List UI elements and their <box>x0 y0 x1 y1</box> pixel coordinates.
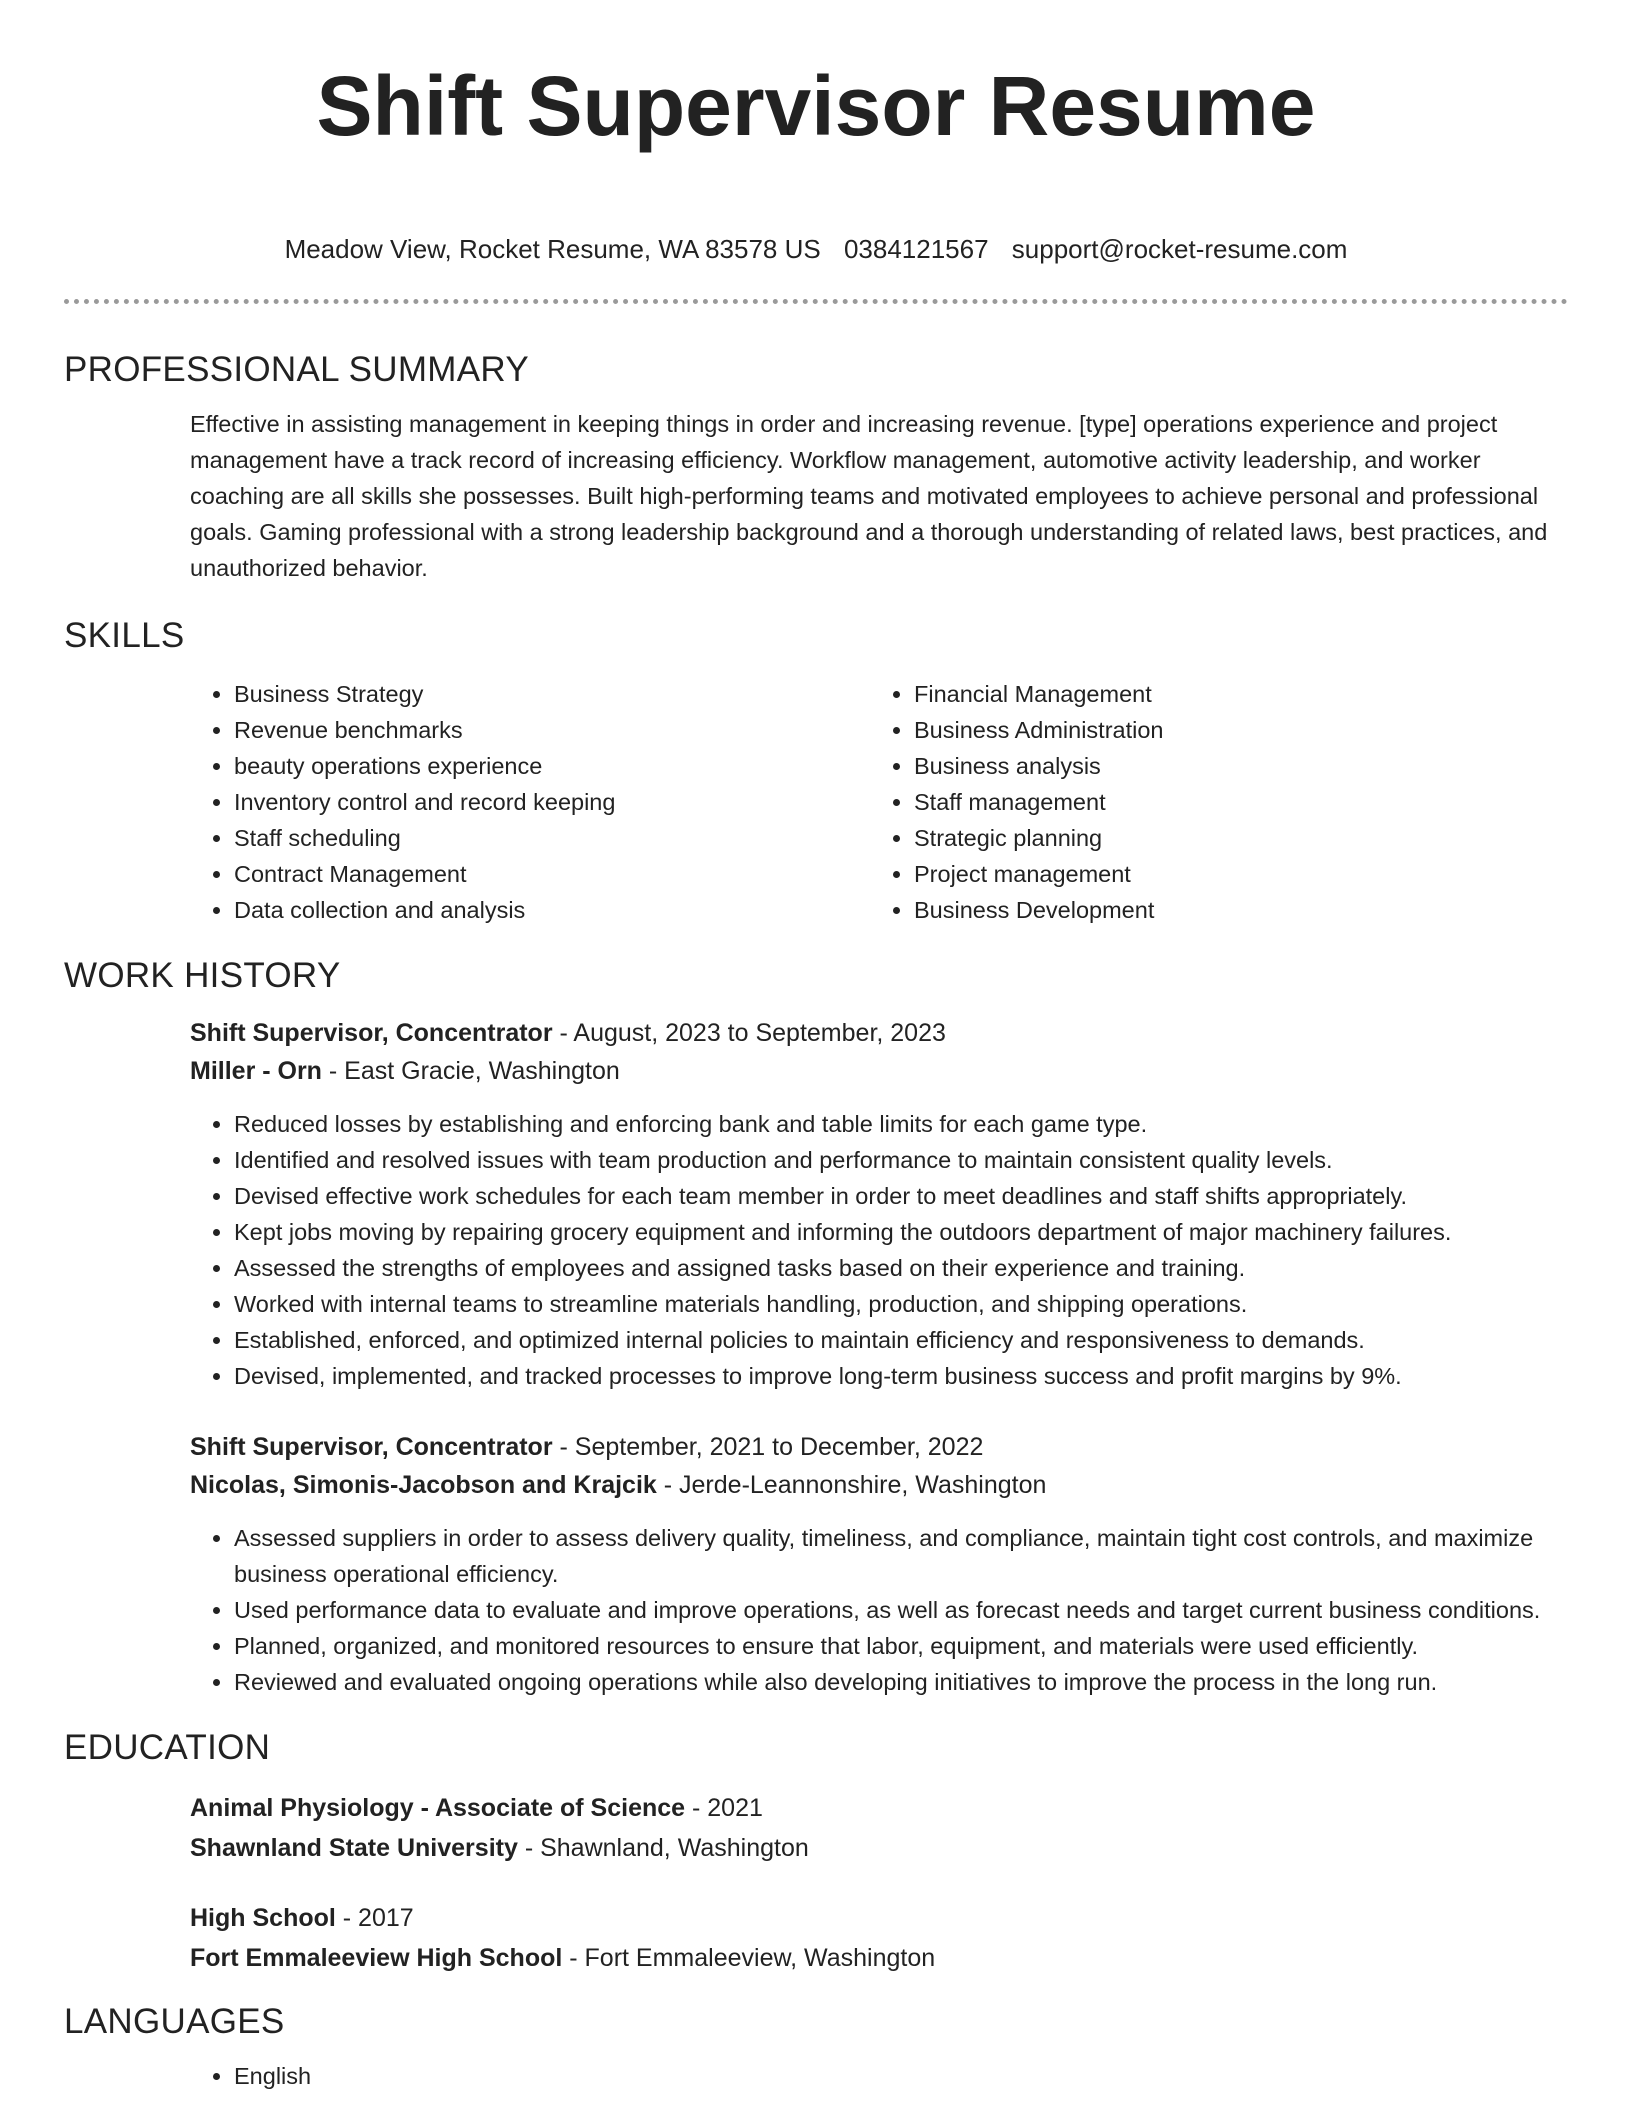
education-school: Fort Emmaleeview High School <box>190 1944 563 1972</box>
skill-item: • Staff scheduling <box>234 820 870 856</box>
skill-item: • Strategic planning <box>914 820 1550 856</box>
skill-item: • Inventory control and record keeping <box>234 784 870 820</box>
education-school-line <box>190 1828 1568 1868</box>
skills-columns <box>190 676 1568 928</box>
job-title: Shift Supervisor, Concentrator <box>190 1019 553 1047</box>
work-section <box>64 1014 1568 1700</box>
work-heading: WORK HISTORY <box>64 956 341 995</box>
skill-item: • Financial Management <box>914 676 1550 712</box>
skill-item: • beauty operations experience <box>234 748 870 784</box>
job-bullet: • Used performance data to evaluate and improve operations, as well as forecast needs and target current business conditions. <box>234 1592 1568 1628</box>
job-dates: - September, 2021 to December, 2022 <box>552 1433 984 1461</box>
job-bullet: • Devised effective work schedules for each team member in order to meet deadlines and staff shifts appropriately. <box>234 1178 1568 1214</box>
skills-section <box>64 676 1568 928</box>
education-heading: EDUCATION <box>64 1728 271 1767</box>
skills-list-left <box>190 676 870 928</box>
education-school-line <box>190 1938 1568 1978</box>
resume-title: Shift Supervisor Resume <box>316 59 1316 153</box>
skill-item: • Contract Management <box>234 856 870 892</box>
job-bullet: • Reduced losses by establishing and enforcing bank and table limits for each game type. <box>234 1106 1568 1142</box>
job-org-line <box>190 1466 1568 1504</box>
job-bullet: • Planned, organized, and monitored resources to ensure that labor, equipment, and materials were used efficiently. <box>234 1628 1568 1664</box>
job-company: Nicolas, Simonis-Jacobson and Krajcik <box>190 1471 657 1499</box>
education-degree-line <box>190 1898 1568 1938</box>
contact-phone: 0384121567 <box>843 234 989 264</box>
contact-line <box>64 232 1568 266</box>
job-bullet: • Devised, implemented, and tracked processes to improve long-term business success and profit margins by 9%. <box>234 1358 1568 1394</box>
job-dates: - August, 2023 to September, 2023 <box>552 1019 946 1047</box>
education-degree-line <box>190 1788 1568 1828</box>
job-title-line <box>190 1014 1568 1052</box>
skill-item: • Project management <box>914 856 1550 892</box>
skill-item: • Staff management <box>914 784 1550 820</box>
skills-heading: SKILLS <box>64 616 185 655</box>
education-entry <box>190 1898 1568 1978</box>
education-degree: Animal Physiology - Associate of Science <box>190 1794 686 1822</box>
contact-email: support@rocket-resume.com <box>1011 234 1348 264</box>
job-bullet: • Assessed the strengths of employees and assigned tasks based on their experience and training. <box>234 1250 1568 1286</box>
languages-list <box>190 2058 1568 2094</box>
education-location: - Fort Emmaleeview, Washington <box>562 1944 936 1972</box>
job-bullet: • Assessed suppliers in order to assess delivery quality, timeliness, and compliance, maintain tight cost controls, and maximize business operational efficiency. <box>234 1520 1568 1592</box>
job-bullet: • Identified and resolved issues with team production and performance to maintain consistent quality levels. <box>234 1142 1568 1178</box>
language-item: • English <box>234 2058 1568 2094</box>
skill-item: • Business Development <box>914 892 1550 928</box>
skill-item: • Business Administration <box>914 712 1550 748</box>
job-title: Shift Supervisor, Concentrator <box>190 1433 553 1461</box>
education-location: - Shawnland, Washington <box>517 1834 809 1862</box>
contact-address: Meadow View, Rocket Resume, WA 83578 US <box>284 234 821 264</box>
job-bullet: • Reviewed and evaluated ongoing operations while also developing initiatives to improve the process in the long run. <box>234 1664 1568 1700</box>
skill-item: • Revenue benchmarks <box>234 712 870 748</box>
summary-section <box>64 406 1568 586</box>
job-location: - East Gracie, Washington <box>321 1057 620 1085</box>
education-year: - 2021 <box>685 1794 763 1822</box>
skill-item: • Business Strategy <box>234 676 870 712</box>
header-divider <box>64 299 1568 304</box>
job-location: - Jerde-Leannonshire, Washington <box>656 1471 1047 1499</box>
job-bullet: • Established, enforced, and optimized internal policies to maintain efficiency and responsiveness to demands. <box>234 1322 1568 1358</box>
job-entry <box>190 1428 1568 1700</box>
education-school: Shawnland State University <box>190 1834 518 1862</box>
education-section <box>64 1788 1568 1978</box>
job-bullet: • Kept jobs moving by repairing grocery equipment and informing the outdoors department of major machinery failures. <box>234 1214 1568 1250</box>
job-entry <box>190 1014 1568 1394</box>
skills-list-right <box>870 676 1550 928</box>
job-bullets <box>190 1520 1568 1700</box>
job-bullet: • Worked with internal teams to streamline materials handling, production, and shipping operations. <box>234 1286 1568 1322</box>
summary-heading: PROFESSIONAL SUMMARY <box>64 350 529 389</box>
education-entry <box>190 1788 1568 1868</box>
education-degree: High School <box>190 1904 336 1932</box>
languages-section <box>64 2058 1568 2094</box>
education-year: - 2017 <box>335 1904 414 1932</box>
job-org-line <box>190 1052 1568 1090</box>
job-company: Miller - Orn <box>190 1057 322 1085</box>
job-bullets <box>190 1106 1568 1394</box>
languages-heading: LANGUAGES <box>64 2002 285 2041</box>
skill-item: • Data collection and analysis <box>234 892 870 928</box>
skill-item: • Business analysis <box>914 748 1550 784</box>
job-title-line <box>190 1428 1568 1466</box>
summary-text: Effective in assisting management in keeping things in order and increasing revenue. [type] operations experience and project management have a track record of increasing efficiency. Workflow management, automotive activity leadership, and worker coaching are all skills she possesses. Built high-performing teams and motivated employees to achieve personal and professional goals. Gaming professional with a strong leadership background and a thorough understanding of related laws, best practices, and unauthorized behavior. <box>190 411 1548 581</box>
